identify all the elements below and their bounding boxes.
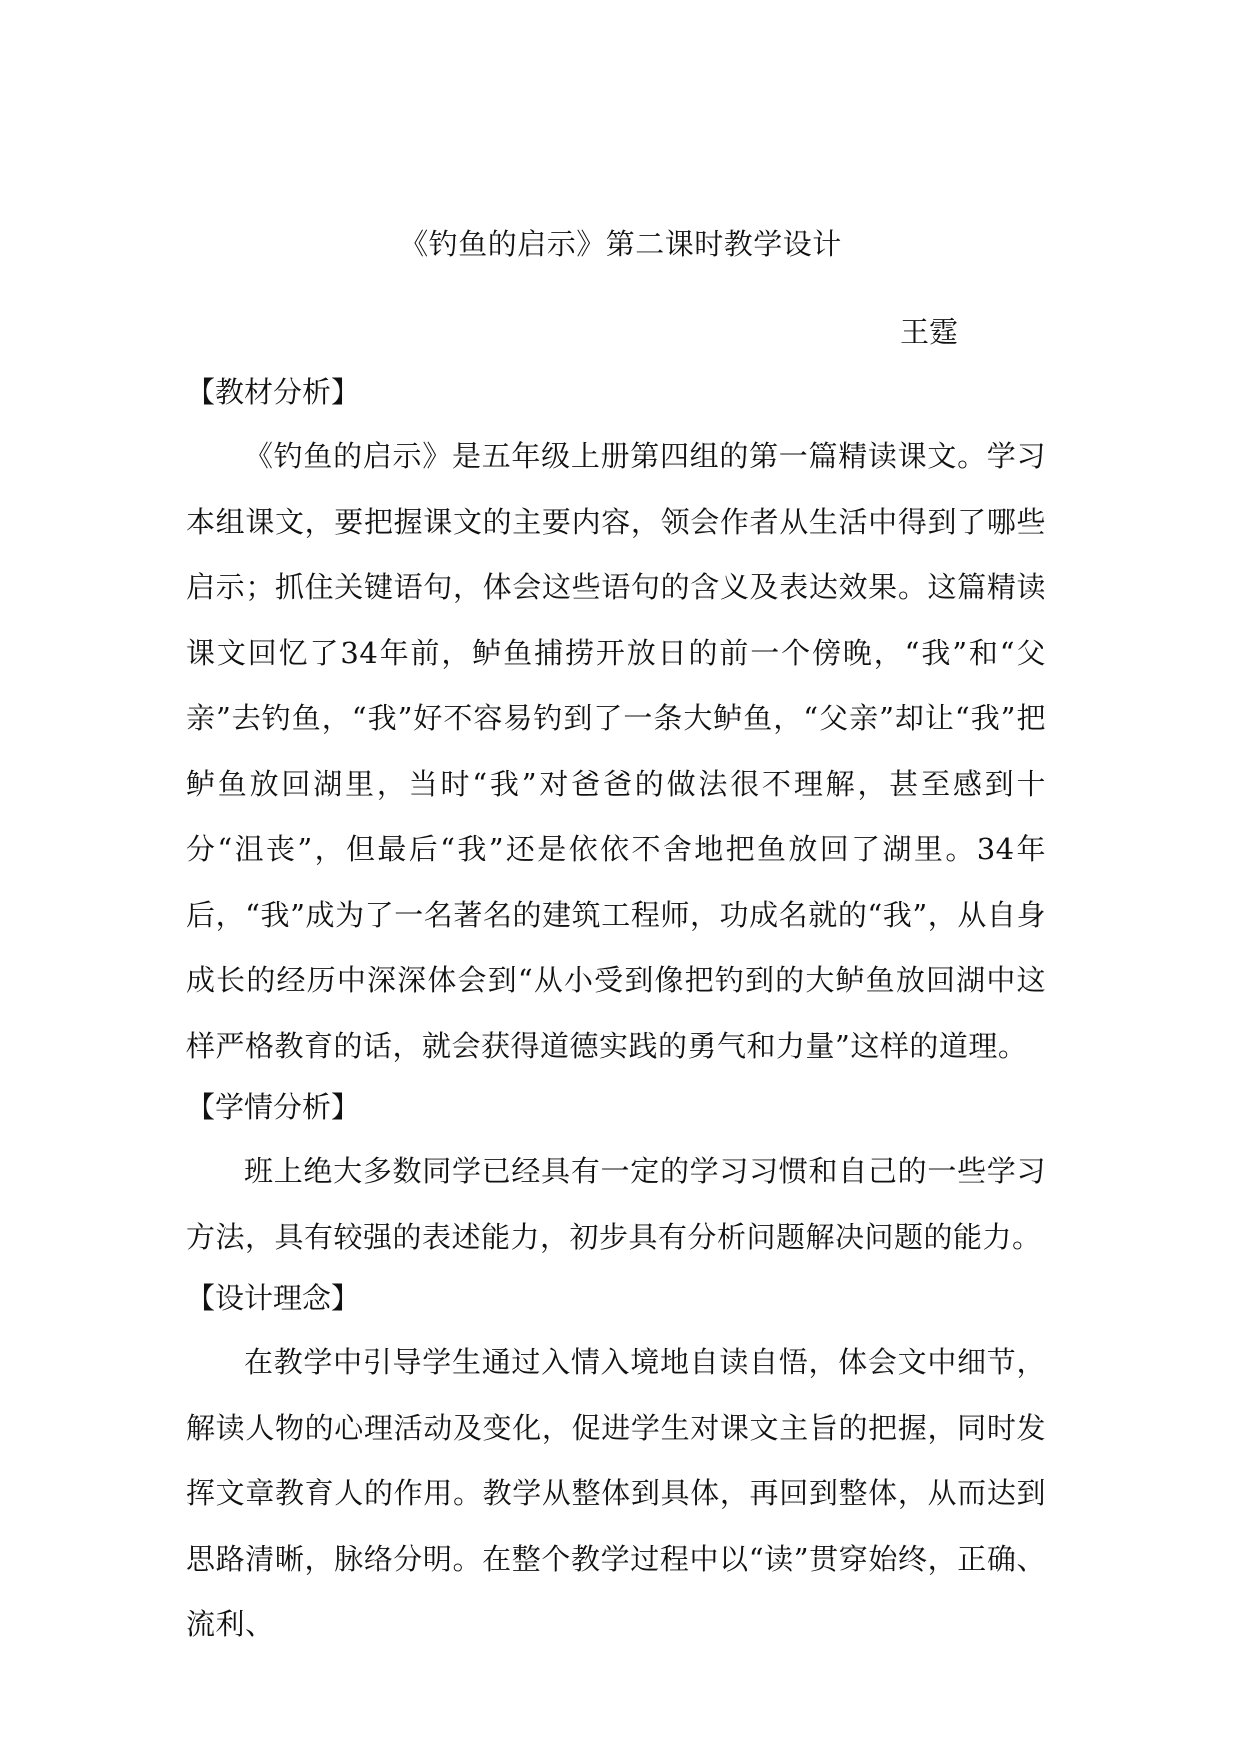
section-paragraph: 班上绝大多数同学已经具有一定的学习习惯和自己的一些学习方法，具有较强的表述能力，初步具有分析问题解决问题的能力。 [186, 1154, 1046, 1254]
section-design-concept [186, 1278, 1046, 1658]
document-title: 《钓鱼的启示》第二课时教学设计 [399, 227, 842, 261]
section-paragraph: 在教学中引导学生通过入情入境地自读自悟，体会文中细节，解读人物的心理活动及变化，促进学生对课文主旨的把握，同时发挥文章教育人的作用。教学从整体到具体，再回到整体，从而达到思路清晰，脉络分明。在整个教学过程中以“读”贯穿始终，正确、流利、 [186, 1345, 1046, 1641]
author-name: 王霆 [900, 315, 959, 349]
section-heading: 【设计理念】 [186, 1281, 361, 1315]
document-body [186, 372, 1046, 1666]
section-paragraph: 《钓鱼的启示》是五年级上册第四组的第一篇精读课文。学习本组课文，要把握课文的主要内容，领会作者从生活中得到了哪些启示；抓住关键语句，体会这些语句的含义及表达效果。这篇精读课文回忆了34年前，鲈鱼捕捞开放日的前一个傍晚，“我”和“父亲”去钓鱼，“我”好不容易钓到了一条大鲈鱼，“父亲”却让“我”把鲈鱼放回湖里，当时“我”对爸爸的做法很不理解，甚至感到十分“沮丧”，但最后“我”还是依依不舍地把鱼放回了湖里。34年后，“我”成为了一名著名的建筑工程师，功成名就的“我”，从自身成长的经历中深深体会到“从小受到像把钓到的大鲈鱼放回湖中这样严格教育的话，就会获得道德实践的勇气和力量”这样的道理。 [186, 439, 1046, 1063]
section-student-analysis [186, 1087, 1046, 1270]
section-heading: 【教材分析】 [186, 375, 361, 409]
section-heading: 【学情分析】 [186, 1090, 361, 1124]
section-textbook-analysis [186, 372, 1046, 1079]
